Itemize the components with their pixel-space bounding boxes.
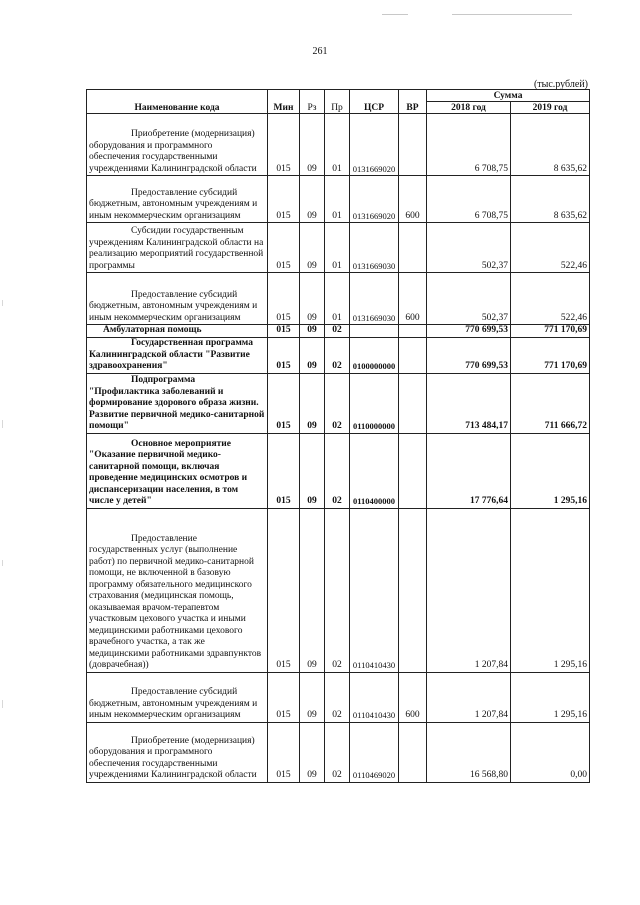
row-rz: 09 [300, 337, 325, 373]
scan-edge-mark [2, 560, 3, 566]
row-pr: 02 [325, 325, 350, 338]
row-2018: 17 776,64 [427, 433, 511, 508]
row-2018: 502,37 [427, 273, 511, 325]
table-row [87, 433, 590, 508]
row-min: 015 [268, 223, 300, 273]
row-2018: 1 207,84 [427, 672, 511, 722]
row-pr: 02 [325, 337, 350, 373]
row-vr [399, 373, 427, 433]
scan-edge-mark [2, 700, 3, 708]
row-2019: 8 635,62 [511, 176, 590, 223]
row-rz: 09 [300, 176, 325, 223]
row-csr: 0110400000 [350, 433, 399, 508]
row-rz: 09 [300, 508, 325, 672]
row-csr: 0131669020 [350, 114, 399, 176]
row-vr [399, 337, 427, 373]
row-name: Предоставление субсидий бюджетным, автономным учреждениям и иным некоммерческим организациям [87, 176, 268, 223]
row-csr: 0100000000 [350, 337, 399, 373]
unit-note: (тыс.рублей) [533, 79, 588, 90]
row-min: 015 [268, 433, 300, 508]
row-vr [399, 433, 427, 508]
row-vr [399, 325, 427, 338]
row-name: Государственная программа Калининградской области "Развитие здравоохранения" [87, 337, 268, 373]
row-vr [399, 508, 427, 672]
row-min: 015 [268, 325, 300, 338]
row-pr: 02 [325, 433, 350, 508]
row-2019: 771 170,69 [511, 325, 590, 338]
row-pr: 01 [325, 223, 350, 273]
table-row [87, 508, 590, 672]
row-name: Приобретение (модернизация) оборудования и программного обеспечения государственными учреждениями Калининградской области [87, 722, 268, 782]
row-rz: 09 [300, 672, 325, 722]
scan-mark [382, 14, 408, 15]
header-2019: 2019 год [511, 102, 590, 114]
row-name: Предоставление субсидий бюджетным, автономным учреждениям и иным некоммерческим организациям [87, 273, 268, 325]
row-min: 015 [268, 273, 300, 325]
row-2019: 711 666,72 [511, 373, 590, 433]
row-rz: 09 [300, 325, 325, 338]
row-pr: 01 [325, 273, 350, 325]
row-vr: 600 [399, 672, 427, 722]
row-min: 015 [268, 176, 300, 223]
row-vr: 600 [399, 273, 427, 325]
table-row [87, 325, 590, 338]
row-vr [399, 223, 427, 273]
table-row [87, 114, 590, 176]
header-2018: 2018 год [427, 102, 511, 114]
row-name: Амбулаторная помощь [87, 325, 268, 338]
row-csr: 0131669030 [350, 223, 399, 273]
scan-mark [452, 14, 572, 15]
row-vr: 600 [399, 176, 427, 223]
row-vr [399, 722, 427, 782]
row-2019: 8 635,62 [511, 114, 590, 176]
page-number: 261 [312, 46, 328, 57]
row-vr [399, 114, 427, 176]
row-csr: 0131669030 [350, 273, 399, 325]
row-csr: 0110410430 [350, 508, 399, 672]
budget-table [86, 89, 590, 783]
table-row [87, 223, 590, 273]
row-2018: 1 207,84 [427, 508, 511, 672]
table-row [87, 337, 590, 373]
row-csr [350, 325, 399, 338]
row-2018: 770 699,53 [427, 337, 511, 373]
row-min: 015 [268, 508, 300, 672]
table-row [87, 273, 590, 325]
row-2019: 1 295,16 [511, 508, 590, 672]
row-rz: 09 [300, 273, 325, 325]
row-2019: 522,46 [511, 273, 590, 325]
row-pr: 01 [325, 176, 350, 223]
row-pr: 01 [325, 114, 350, 176]
row-2018: 770 699,53 [427, 325, 511, 338]
row-csr: 0110410430 [350, 672, 399, 722]
row-name: Приобретение (модернизация) оборудования и программного обеспечения государственными учреждениями Калининградской области [87, 114, 268, 176]
header-row [87, 90, 590, 102]
row-min: 015 [268, 373, 300, 433]
row-2018: 6 708,75 [427, 114, 511, 176]
scan-edge-mark [2, 420, 3, 428]
row-2019: 522,46 [511, 223, 590, 273]
header-csr: ЦСР [350, 90, 399, 114]
row-2019: 1 295,16 [511, 433, 590, 508]
row-rz: 09 [300, 373, 325, 433]
row-2018: 6 708,75 [427, 176, 511, 223]
row-2019: 1 295,16 [511, 672, 590, 722]
scan-edge-mark [2, 300, 3, 306]
row-min: 015 [268, 672, 300, 722]
row-pr: 02 [325, 373, 350, 433]
row-csr: 0110000000 [350, 373, 399, 433]
row-2019: 0,00 [511, 722, 590, 782]
row-pr: 02 [325, 508, 350, 672]
row-2018: 502,37 [427, 223, 511, 273]
row-rz: 09 [300, 722, 325, 782]
row-rz: 09 [300, 114, 325, 176]
header-rz: Рз [300, 90, 325, 114]
row-csr: 0110469020 [350, 722, 399, 782]
row-csr: 0131669020 [350, 176, 399, 223]
row-2018: 16 568,80 [427, 722, 511, 782]
table-row [87, 722, 590, 782]
header-sum: Сумма [427, 90, 590, 102]
row-min: 015 [268, 114, 300, 176]
row-rz: 09 [300, 433, 325, 508]
row-min: 015 [268, 722, 300, 782]
header-vr: ВР [399, 90, 427, 114]
table-row [87, 672, 590, 722]
header-name: Наименование кода [87, 90, 268, 114]
row-name: Предоставление субсидий бюджетным, автономным учреждениям и иным некоммерческим организациям [87, 672, 268, 722]
row-2019: 771 170,69 [511, 337, 590, 373]
table-row [87, 373, 590, 433]
header-min: Мин [268, 90, 300, 114]
row-name: Подпрограмма "Профилактика заболеваний и формирование здорового образа жизни. Развитие первичной медико-санитарной помощи" [87, 373, 268, 433]
header-pr: Пр [325, 90, 350, 114]
row-name: Субсидии государственным учреждениям Калининградской области на реализацию мероприятий государственной программы [87, 223, 268, 273]
row-min: 015 [268, 337, 300, 373]
row-pr: 02 [325, 672, 350, 722]
row-rz: 09 [300, 223, 325, 273]
table-row [87, 176, 590, 223]
row-2018: 713 484,17 [427, 373, 511, 433]
row-pr: 02 [325, 722, 350, 782]
row-name: Основное мероприятие "Оказание первичной медико-санитарной помощи, включая проведение медицинских осмотров и диспансеризации населения, в том числе у детей" [87, 433, 268, 508]
row-name: Предоставление государственных услуг (выполнение работ) по первичной медико-санитарной помощи, не включенной в базовую программу обязательного медицинского страхования (медицинская помощь, оказываемая врачом-терапевтом участковым цехового участка и иными медицинскими работниками цехового врачебного участка, а так же медицинскими работниками здравпунктов (доврачебная)) [87, 508, 268, 672]
